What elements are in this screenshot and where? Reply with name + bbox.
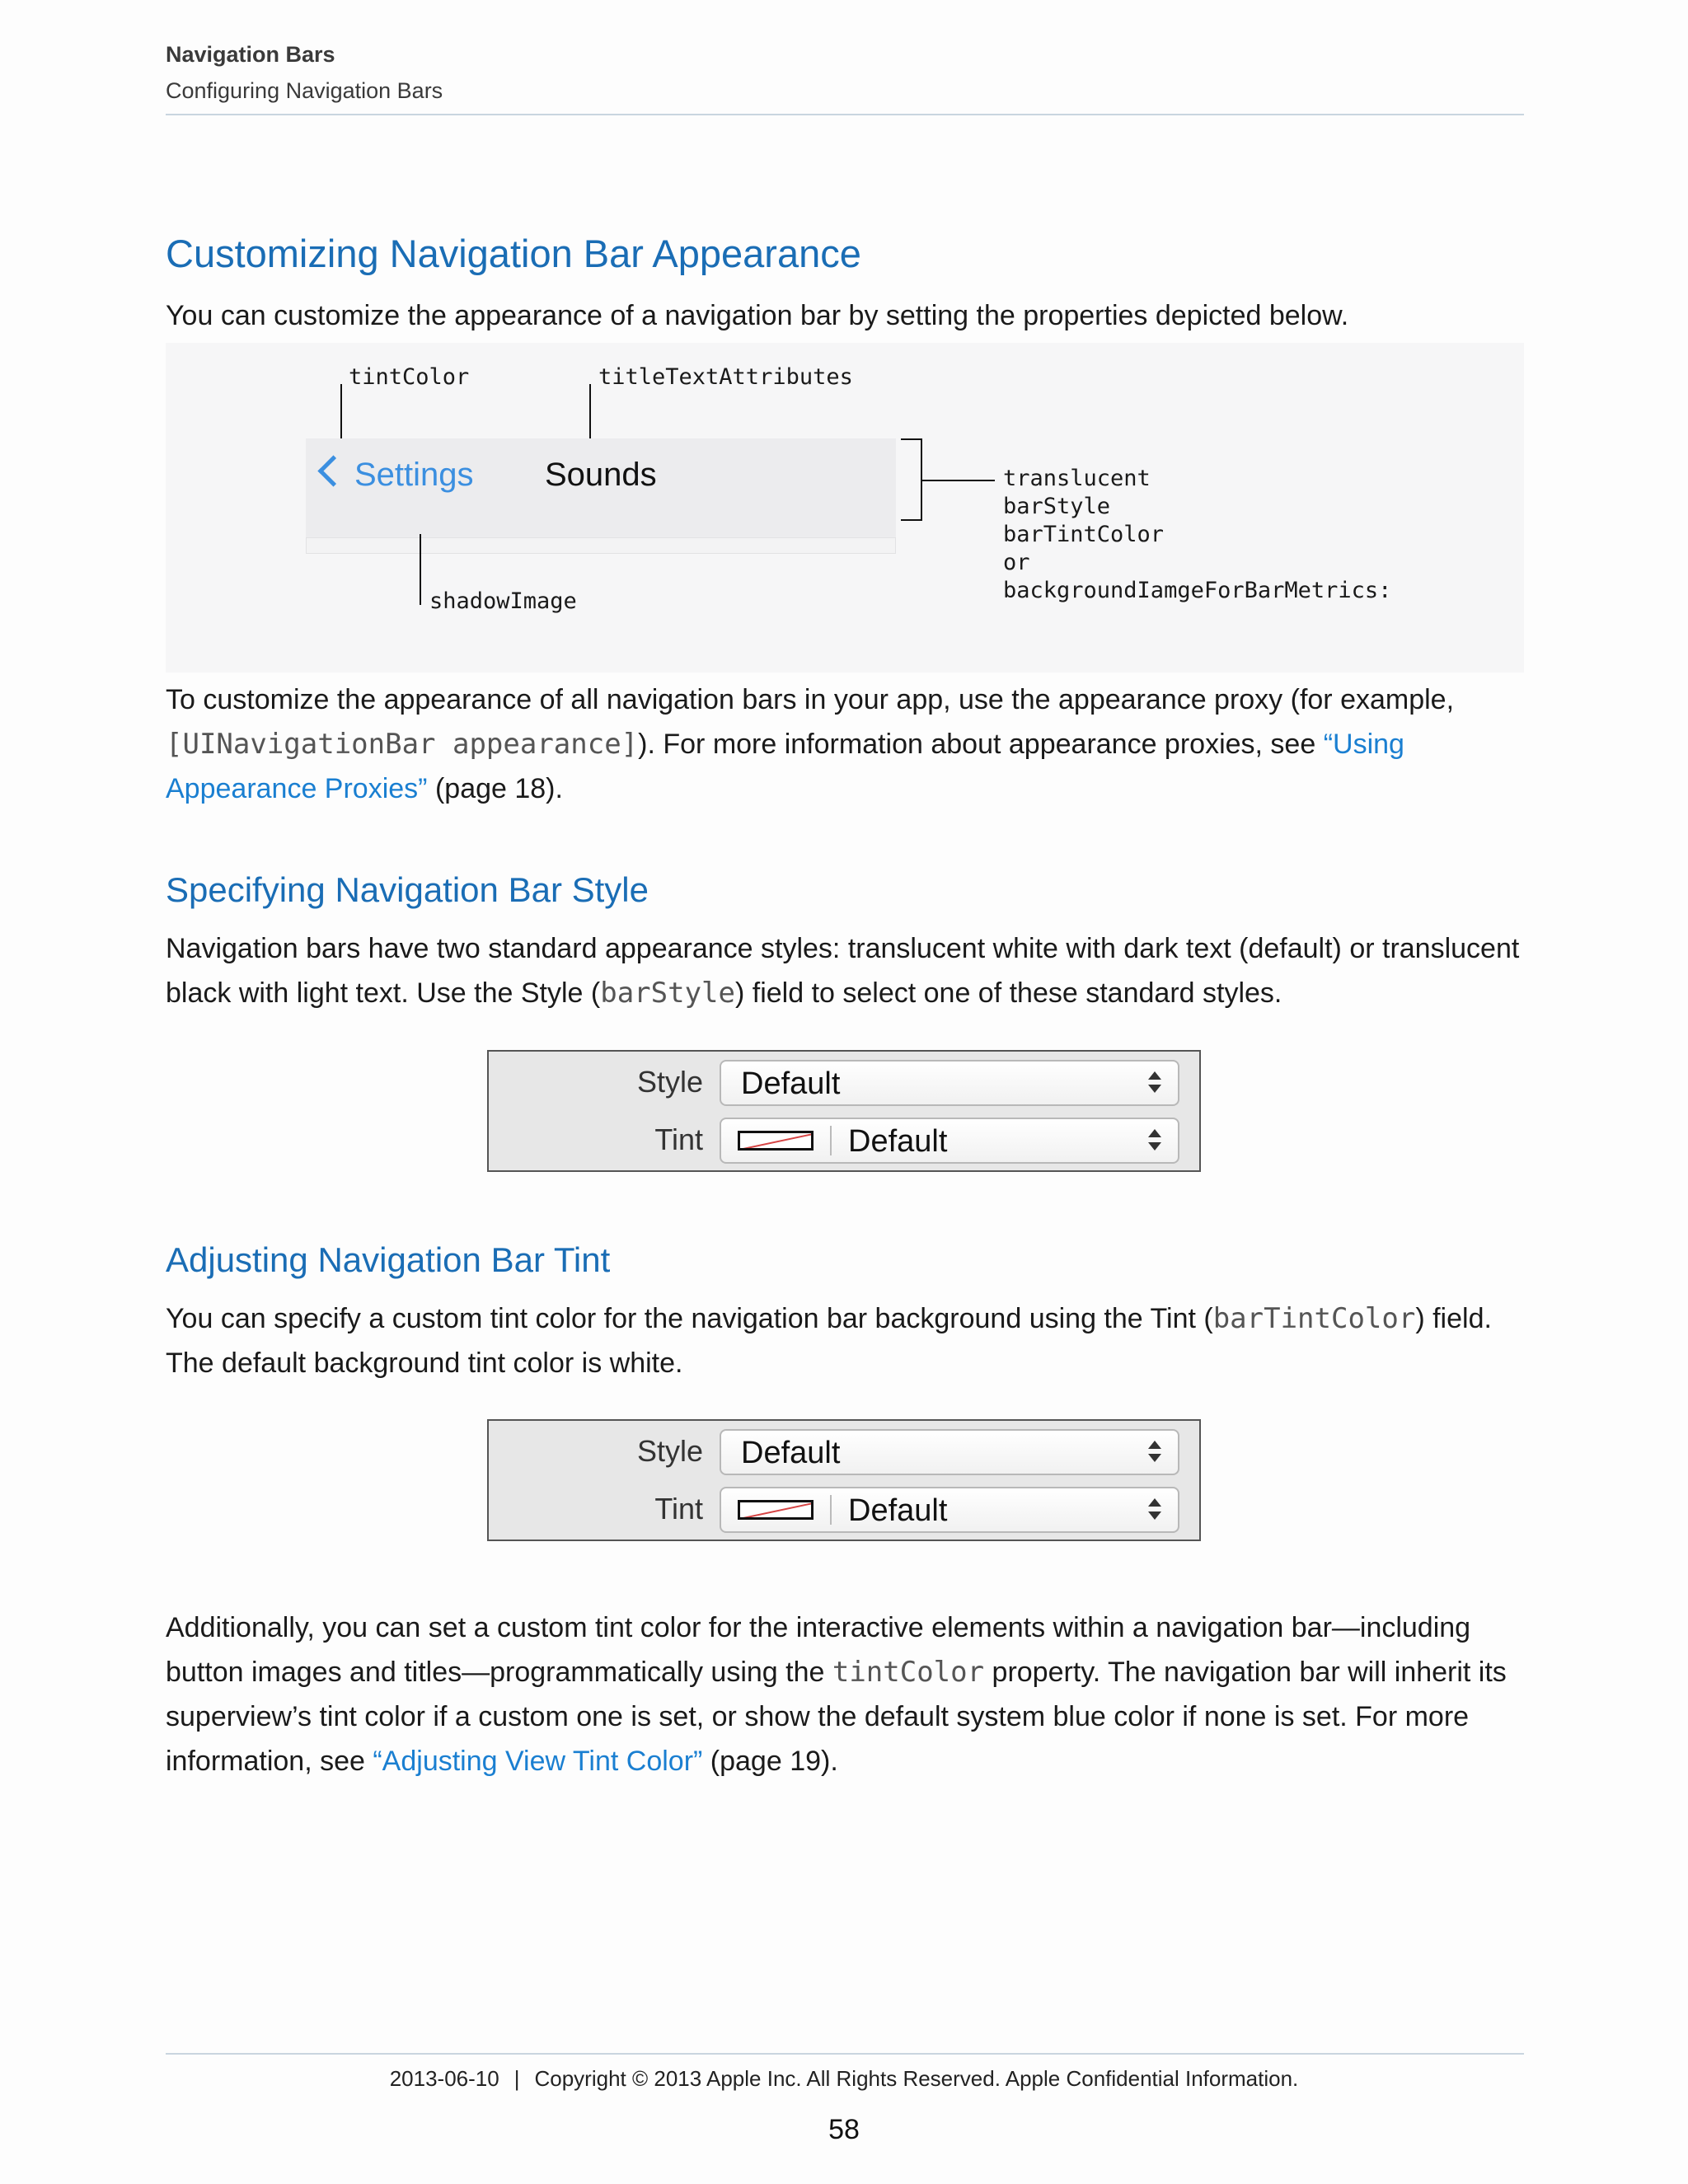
prop-bar-style: barStyle (1003, 494, 1111, 519)
navbar-title: Sounds (545, 457, 657, 493)
para3-text-2: property. The navigation bar will inherit its superview’s tint color if a custom one is set, or show the default system blue color if none is set. For more information, see (166, 1657, 1507, 1777)
para3-text-3: (page 19). (702, 1746, 838, 1777)
tint-select-value: Default (848, 1124, 948, 1159)
header-rule (166, 114, 1524, 115)
section-title-bar-tint: Adjusting Navigation Bar Tint (166, 1240, 611, 1279)
label-tint-color: tintColor (349, 364, 470, 390)
style-select-value: Default (741, 1436, 841, 1470)
para3-text-1: Additionally, you can set a custom tint color for the interactive elements within a navigation bar—including button images and titles—programmatically using the (166, 1612, 1471, 1688)
code-uinavigationbar-appearance: [UINavigationBar appearance] (166, 728, 639, 761)
back-button (322, 457, 474, 494)
label-title-text-attributes: titleTextAttributes (598, 364, 853, 390)
sec3-text-1: You can specify a custom tint color for the navigation bar background using the Tint ( (166, 1303, 1213, 1334)
para1-text-1: To customize the appearance of all navigation bars in your app, use the appearance proxy (for example, (166, 684, 1455, 715)
attributes-inspector-style (487, 1050, 1201, 1172)
tint-select[interactable] (720, 1487, 1179, 1533)
footer-rule (166, 2053, 1524, 2055)
select-divider (830, 1495, 832, 1525)
updown-arrows-icon (1146, 1126, 1163, 1155)
color-swatch-icon (738, 1500, 814, 1520)
prop-bar-tint-color: barTintColor (1003, 522, 1165, 547)
updown-arrows-icon (1146, 1437, 1163, 1467)
section-intro: You can customize the appearance of a navigation bar by setting the properties depicted below. (166, 300, 1349, 331)
navbar-example (306, 438, 896, 537)
sec2-text-1: Navigation bars have two standard appearance styles: translucent white with dark text (default) or translucent black with light text. Use the Style ( (166, 933, 1520, 1009)
tint-select[interactable] (720, 1118, 1179, 1164)
bracket-bottom (901, 519, 922, 521)
prop-translucent: translucent (1003, 466, 1151, 491)
updown-arrows-icon (1146, 1068, 1163, 1098)
running-header (166, 38, 1524, 107)
style-select[interactable] (720, 1429, 1179, 1475)
section-title-bar-style: Specifying Navigation Bar Style (166, 870, 649, 909)
style-label: Style (636, 1065, 703, 1099)
section-title-customizing: Customizing Navigation Bar Appearance (166, 232, 861, 275)
prop-or: or (1003, 550, 1030, 575)
bar-style-paragraph (166, 926, 1524, 1015)
pointer-line-shadow (420, 534, 421, 605)
code-bartintcolor: barTintColor (1212, 1302, 1416, 1335)
appearance-property-list (1003, 465, 1391, 605)
updown-arrows-icon (1146, 1495, 1163, 1525)
style-select-value: Default (741, 1066, 841, 1101)
footer-date: 2013-06-10 (389, 2066, 499, 2091)
tint-label: Tint (654, 1492, 703, 1526)
bar-tint-paragraph (166, 1296, 1524, 1385)
bracket-top (901, 438, 922, 440)
para1-text-3: (page 18). (427, 773, 563, 804)
page-number: 58 (828, 2114, 860, 2145)
prop-background-image: backgroundIamgeForBarMetrics: (1003, 578, 1392, 603)
sec3-text-2: ) field. The default background tint color is white. (166, 1303, 1492, 1379)
bracket-pointer (922, 480, 995, 481)
navbar-shadow (306, 537, 896, 554)
header-chapter: Navigation Bars (166, 42, 335, 67)
style-select[interactable] (720, 1060, 1179, 1106)
link-adjusting-view-tint-color[interactable]: “Adjusting View Tint Color” (373, 1746, 703, 1777)
header-section: Configuring Navigation Bars (166, 78, 443, 103)
code-barstyle: barStyle (600, 977, 735, 1010)
label-shadow-image: shadowImage (429, 588, 577, 614)
back-button-label: Settings (354, 457, 474, 493)
select-divider (830, 1126, 832, 1155)
code-tintcolor: tintColor (832, 1656, 985, 1689)
footer-separator: | (513, 2066, 520, 2091)
tint-label: Tint (654, 1122, 703, 1156)
footer-copyright: Copyright © 2013 Apple Inc. All Rights Reserved. Apple Confidential Information. (534, 2066, 1299, 2091)
link-using-appearance-proxies[interactable]: “Using Appearance Proxies” (166, 729, 1404, 804)
appearance-proxy-paragraph (166, 677, 1524, 811)
sec2-text-2: ) field to select one of these standard styles. (734, 977, 1282, 1009)
chevron-left-icon (317, 455, 349, 486)
color-swatch-icon (738, 1131, 814, 1151)
tint-color-paragraph (166, 1605, 1524, 1783)
navbar-diagram (166, 343, 1524, 673)
style-label: Style (636, 1434, 703, 1468)
tint-select-value: Default (848, 1493, 948, 1528)
attributes-inspector-tint (487, 1419, 1201, 1541)
para1-text-2: ). For more information about appearance proxies, see (638, 729, 1324, 760)
footer (0, 2066, 1688, 2092)
